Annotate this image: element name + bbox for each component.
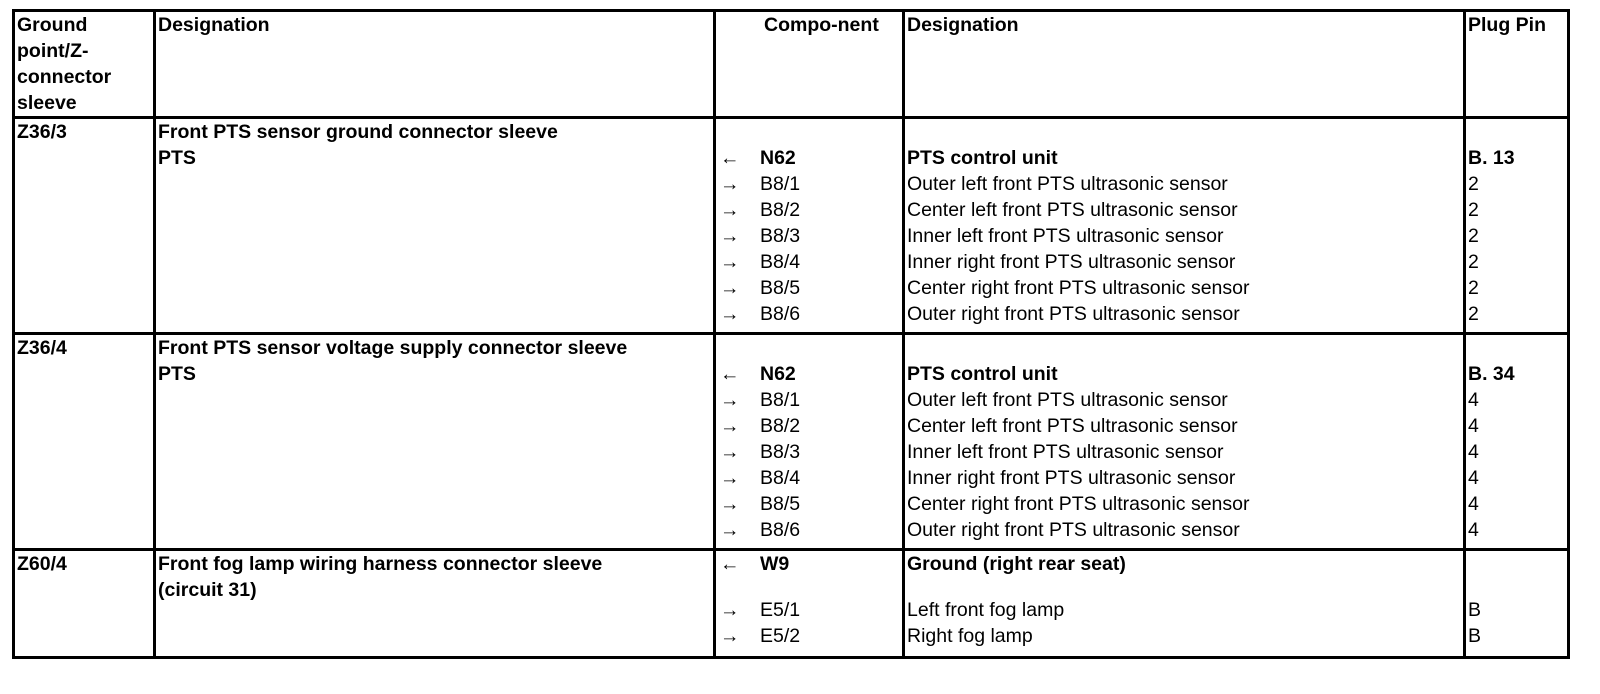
component-designation-cell xyxy=(904,334,1465,550)
component-code: E5/2 xyxy=(760,625,801,647)
component-entry xyxy=(716,551,902,577)
component-cell xyxy=(715,550,904,658)
component-designation: Right fog lamp xyxy=(907,625,1033,647)
component-designation: Outer right front PTS ultrasonic sensor xyxy=(907,519,1240,541)
component-entry xyxy=(716,145,902,171)
section-row xyxy=(14,550,1569,658)
component-designation: Inner right front PTS ultrasonic sensor xyxy=(907,251,1236,273)
section-designation-line2: PTS xyxy=(158,363,196,385)
arrow-right-icon: → xyxy=(720,225,740,247)
arrow-right-icon: → xyxy=(720,303,740,325)
arrow-right-icon: → xyxy=(720,519,740,541)
section-id: Z36/4 xyxy=(14,334,155,550)
arrow-right-icon: → xyxy=(720,599,740,621)
plug-pin: 2 xyxy=(1468,199,1479,221)
component-entry xyxy=(716,249,902,275)
component-entry xyxy=(716,387,902,413)
arrow-right-icon: → xyxy=(720,389,740,411)
plug-pin-cell xyxy=(1465,550,1569,658)
component-entry xyxy=(716,197,902,223)
component-code: W9 xyxy=(760,553,790,575)
component-entry xyxy=(716,275,902,301)
component-code: N62 xyxy=(760,147,796,169)
component-entry xyxy=(716,597,902,623)
plug-pin-cell xyxy=(1465,118,1569,334)
component-code: B8/4 xyxy=(760,467,801,489)
plug-pin: B xyxy=(1468,625,1482,647)
header-component xyxy=(715,11,904,118)
component-designation: Center right front PTS ultrasonic sensor xyxy=(907,493,1250,515)
component-entry xyxy=(716,439,902,465)
plug-pin: 2 xyxy=(1468,173,1479,195)
component-designation: Outer left front PTS ultrasonic sensor xyxy=(907,173,1228,195)
component-designation-cell xyxy=(904,550,1465,658)
component-entry xyxy=(716,491,902,517)
plug-pin: B xyxy=(1468,599,1482,621)
component-code: B8/4 xyxy=(760,251,801,273)
component-code: B8/6 xyxy=(760,519,801,541)
arrow-right-icon: → xyxy=(720,415,740,437)
connector-table xyxy=(12,9,1570,659)
component-designation: Outer right front PTS ultrasonic sensor xyxy=(907,303,1240,325)
component-code: B8/3 xyxy=(760,441,801,463)
component-entry xyxy=(716,223,902,249)
section-designation-line1: Front PTS sensor voltage supply connector sleeve xyxy=(158,337,628,359)
header-row xyxy=(14,11,1569,118)
component-designation: Center left front PTS ultrasonic sensor xyxy=(907,415,1238,437)
section-row xyxy=(14,118,1569,334)
section-designation-line1: Front fog lamp wiring harness connector sleeve xyxy=(158,553,603,575)
component-designation-cell xyxy=(904,118,1465,334)
plug-pin: 2 xyxy=(1468,277,1479,299)
component-code: B8/3 xyxy=(760,225,801,247)
section-designation xyxy=(155,334,715,550)
component-entry xyxy=(716,301,902,327)
component-designation: Inner left front PTS ultrasonic sensor xyxy=(907,225,1224,247)
arrow-right-icon: → xyxy=(720,251,740,273)
plug-pin: 4 xyxy=(1468,519,1479,541)
arrow-right-icon: → xyxy=(720,277,740,299)
plug-pin: B. 13 xyxy=(1468,147,1515,169)
component-code: B8/1 xyxy=(760,389,801,411)
arrow-left-icon: ← xyxy=(720,147,740,169)
section-row xyxy=(14,334,1569,550)
section-id: Z36/3 xyxy=(14,118,155,334)
arrow-right-icon: → xyxy=(720,467,740,489)
component-entry xyxy=(716,171,902,197)
component-code: B8/5 xyxy=(760,277,801,299)
component-code: B8/1 xyxy=(760,173,801,195)
component-cell xyxy=(715,334,904,550)
plug-pin: 2 xyxy=(1468,225,1479,247)
component-designation: Center left front PTS ultrasonic sensor xyxy=(907,199,1238,221)
arrow-right-icon: → xyxy=(720,625,740,647)
component-designation: Inner left front PTS ultrasonic sensor xyxy=(907,441,1224,463)
section-id: Z60/4 xyxy=(14,550,155,658)
component-cell xyxy=(715,118,904,334)
header-comp-designation: Designation xyxy=(904,11,1465,118)
plug-pin: 4 xyxy=(1468,441,1479,463)
component-entry xyxy=(716,623,902,649)
plug-pin xyxy=(1468,551,1567,577)
component-code: N62 xyxy=(760,363,796,385)
component-designation: Left front fog lamp xyxy=(907,599,1065,621)
header-component-label: Compo-nent xyxy=(764,14,879,36)
header-designation: Designation xyxy=(155,11,715,118)
component-entry xyxy=(716,413,902,439)
component-code: E5/1 xyxy=(760,599,801,621)
component-entry xyxy=(716,361,902,387)
section-designation-line2: (circuit 31) xyxy=(158,579,257,601)
section-designation xyxy=(155,550,715,658)
plug-pin: 2 xyxy=(1468,251,1479,273)
plug-pin: B. 34 xyxy=(1468,363,1515,385)
plug-pin: 4 xyxy=(1468,389,1479,411)
component-entry xyxy=(716,517,902,543)
plug-pin: 4 xyxy=(1468,415,1479,437)
component-code: B8/2 xyxy=(760,415,801,437)
arrow-left-icon: ← xyxy=(720,553,740,575)
component-designation: PTS control unit xyxy=(907,147,1058,169)
arrow-right-icon: → xyxy=(720,441,740,463)
plug-pin: 4 xyxy=(1468,493,1479,515)
component-code: B8/2 xyxy=(760,199,801,221)
header-plug-pin: Plug Pin xyxy=(1465,11,1569,118)
section-designation-line2: PTS xyxy=(158,147,196,169)
component-designation: Outer left front PTS ultrasonic sensor xyxy=(907,389,1228,411)
section-designation-line1: Front PTS sensor ground connector sleeve xyxy=(158,121,558,143)
plug-pin-cell xyxy=(1465,334,1569,550)
component-code: B8/6 xyxy=(760,303,801,325)
arrow-right-icon: → xyxy=(720,199,740,221)
arrow-right-icon: → xyxy=(720,493,740,515)
plug-pin: 4 xyxy=(1468,467,1479,489)
header-ground-point: Ground point/Z-connector sleeve xyxy=(14,11,155,118)
component-designation: Ground (right rear seat) xyxy=(907,553,1126,575)
component-designation: Center right front PTS ultrasonic sensor xyxy=(907,277,1250,299)
arrow-right-icon: → xyxy=(720,173,740,195)
component-entry xyxy=(716,465,902,491)
section-designation xyxy=(155,118,715,334)
component-code: B8/5 xyxy=(760,493,801,515)
plug-pin: 2 xyxy=(1468,303,1479,325)
component-designation: Inner right front PTS ultrasonic sensor xyxy=(907,467,1236,489)
arrow-left-icon: ← xyxy=(720,363,740,385)
component-designation: PTS control unit xyxy=(907,363,1058,385)
